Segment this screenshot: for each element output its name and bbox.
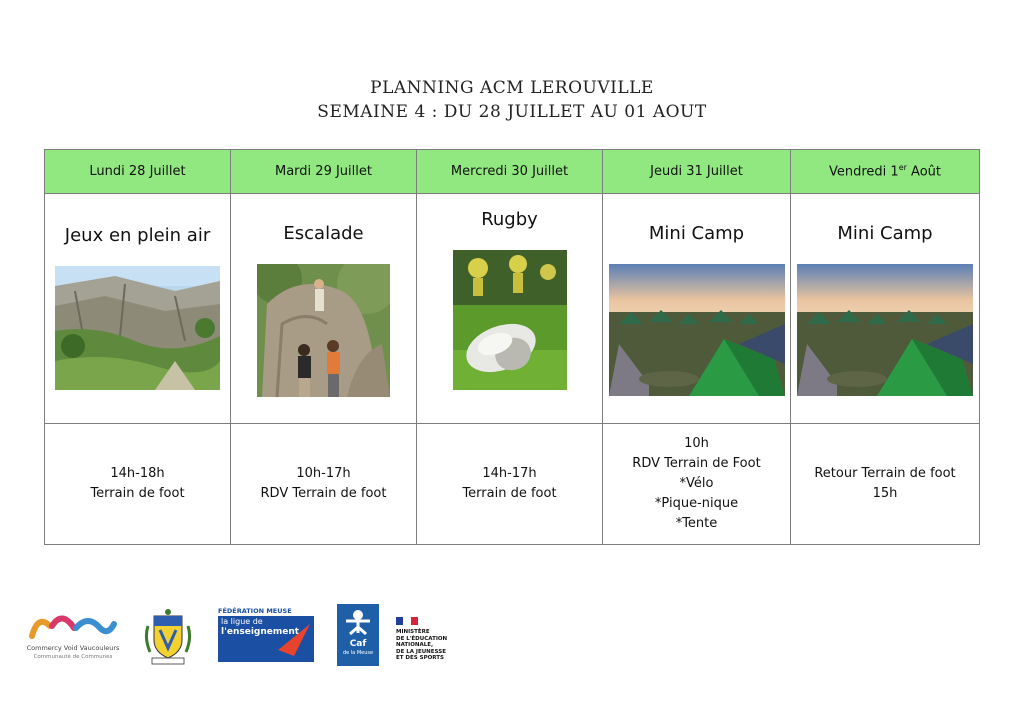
day-header: Lundi 28 Juillet — [45, 150, 231, 194]
day-header: Jeudi 31 Juillet — [603, 150, 791, 194]
camp-photo — [797, 264, 973, 396]
ligue-enseignement-logo: FÉDÉRATION MEUSE la ligue de l'enseignement — [218, 606, 316, 666]
day-header: Mercredi 30 Juillet — [417, 150, 603, 194]
details-cell: 14h-18h Terrain de foot — [45, 424, 231, 545]
french-flag-icon — [396, 617, 418, 625]
day-header: Mardi 29 Juillet — [231, 150, 417, 194]
activity-title: Rugby — [481, 209, 538, 230]
activity-cell — [231, 194, 417, 424]
table-row — [45, 424, 980, 545]
rugby-photo — [453, 250, 567, 390]
caf-logo: Caf de la Meuse — [337, 604, 379, 666]
commercy-wave-icon — [18, 610, 128, 640]
activity-cell — [603, 194, 791, 424]
partner-logos — [0, 600, 1024, 670]
activity-title: Mini Camp — [648, 223, 745, 244]
details-cell: 10h RDV Terrain de Foot *Vélo *Pique-nique *Tente — [603, 424, 791, 545]
details-cell: 14h-17h Terrain de foot — [417, 424, 603, 545]
planning-table — [44, 149, 980, 545]
table-row — [45, 194, 980, 424]
paper-plane-icon — [274, 620, 314, 660]
details-cell: 10h-17h RDV Terrain de foot — [231, 424, 417, 545]
table-header-row — [45, 150, 980, 194]
activity-cell — [417, 194, 603, 424]
outdoor-games-photo — [55, 266, 220, 390]
activity-title: Jeux en plein air — [64, 225, 211, 246]
day-header: Vendredi 1er Août — [791, 150, 980, 194]
caf-figure-icon — [343, 607, 373, 635]
page-subtitle: SEMAINE 4 : DU 28 JUILLET AU 01 AOUT — [317, 102, 707, 122]
activity-title: Mini Camp — [837, 223, 933, 244]
commercy-logo: Commercy Void Vaucouleurs Communauté de Communes — [18, 610, 128, 662]
activity-cell — [791, 194, 980, 424]
coat-of-arms-logo — [142, 608, 194, 666]
camp-photo — [609, 264, 785, 396]
details-cell: Retour Terrain de foot 15h — [791, 424, 980, 545]
activity-cell — [45, 194, 231, 424]
climbing-photo — [257, 264, 390, 397]
page-title: PLANNING ACM LEROUVILLE — [370, 78, 654, 98]
ministere-logo: MINISTÈRE DE L'ÉDUCATION NATIONALE, DE LA JEUNESSE ET DES SPORTS — [396, 610, 458, 666]
activity-title: Escalade — [283, 223, 364, 244]
